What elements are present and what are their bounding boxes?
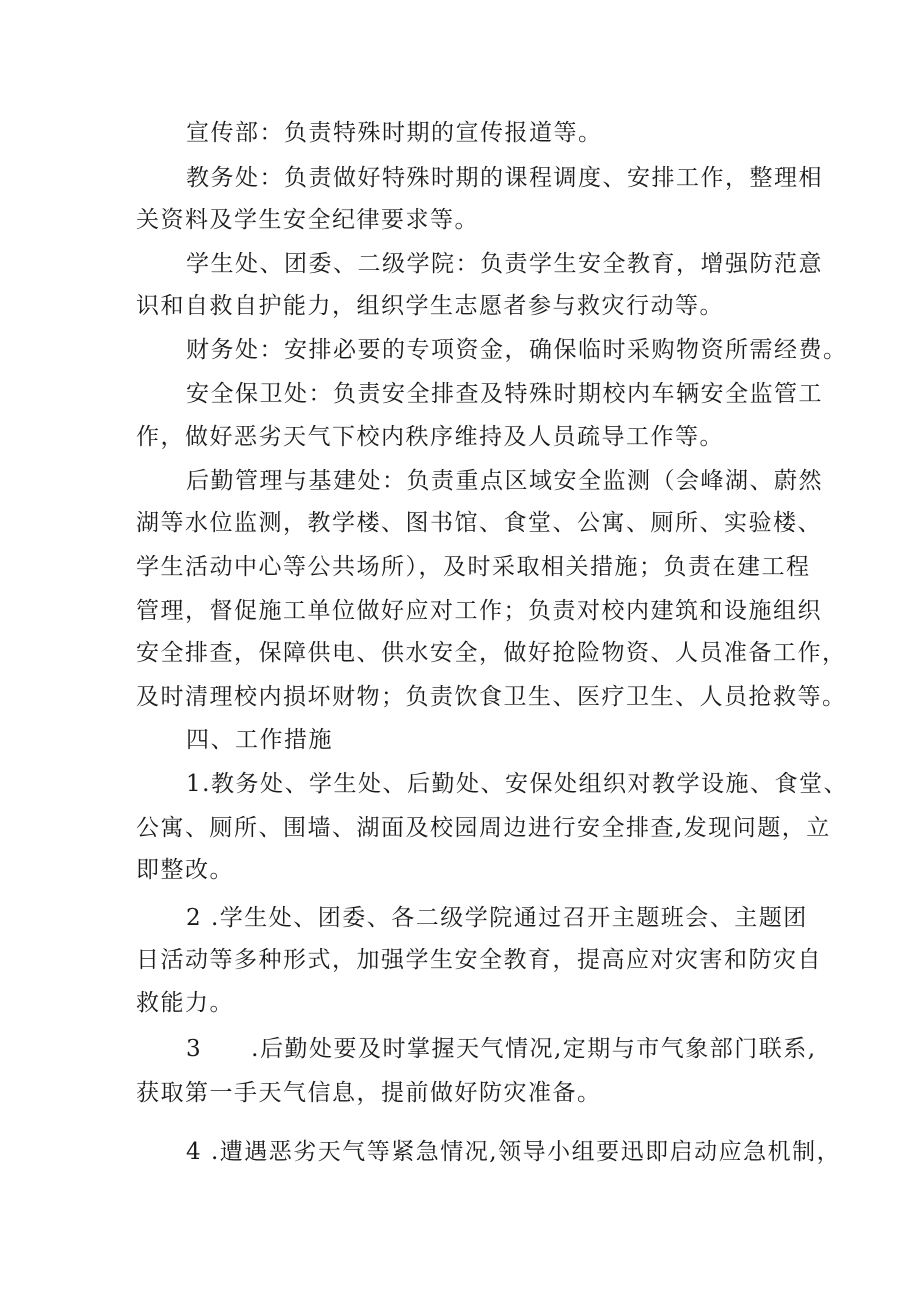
text-line: 及时清理校内损坏财物；负责饮食卫生、医疗卫生、人员抢救等。 [136,684,847,710]
text-line: 湖等水位监测，教学楼、图书馆、食堂、公寓、厕所、实验楼、 [136,510,822,536]
text-line: 财务处：安排必要的专项资金，确保临时采购物资所需经费。 [186,337,848,363]
text-line: 公寓、厕所、围墙、湖面及校园周边进行安全排查,发现问题，立 [136,815,831,841]
text-line: 教务处：负责做好特殊时期的课程调度、安排工作，整理相 [186,165,823,191]
text-line: 3 .后勤处要及时掌握天气情况,定期与市气象部门联系, [186,1036,817,1062]
text-line: 1.教务处、学生处、后勤处、安保处组织对教学设施、食堂、 [186,771,848,797]
text-line: 识和自救自护能力，组织学生志愿者参与救灾行动等。 [136,293,724,319]
text-line: 管理，督促施工单位做好应对工作；负责对校内建筑和设施组织 [136,598,822,624]
text-line: 宣传部：负责特殊时期的宣传报道等。 [186,120,603,146]
text-line: 救能力。 [136,990,234,1016]
text-line: 学生活动中心等公共场所），及时采取相关措施；负责在建工程 [136,554,811,580]
section-heading: 四、工作措施 [186,727,333,753]
text-line: 学生处、团委、二级学院：负责学生安全教育，增强防范意 [186,251,823,277]
text-line: 关资料及学生安全纪律要求等。 [136,207,479,233]
text-line: 作，做好恶劣天气下校内秩序维持及人员疏导工作等。 [136,424,724,450]
text-line: 安全排查，保障供电、供水安全，做好抢险物资、人员准备工作， [136,640,847,666]
text-line: 后勤管理与基建处：负责重点区域安全监测（会峰湖、蔚然 [186,468,823,494]
text-line: 即整改。 [136,857,234,883]
text-line: 安全保卫处：负责安全排查及特殊时期校内车辆安全监管工 [186,381,823,407]
text-line: 日活动等多种形式，加强学生安全教育，提高应对灾害和防灾自 [136,947,822,973]
text-line: 获取第一手天气信息，提前做好防灾准备。 [136,1080,602,1106]
text-line: 2 .学生处、团委、各二级学院通过召开主题班会、主题团 [186,905,808,931]
text-line: 4 .遭遇恶劣天气等紧急情况,领导小组要迅即启动应急机制， [186,1139,842,1165]
